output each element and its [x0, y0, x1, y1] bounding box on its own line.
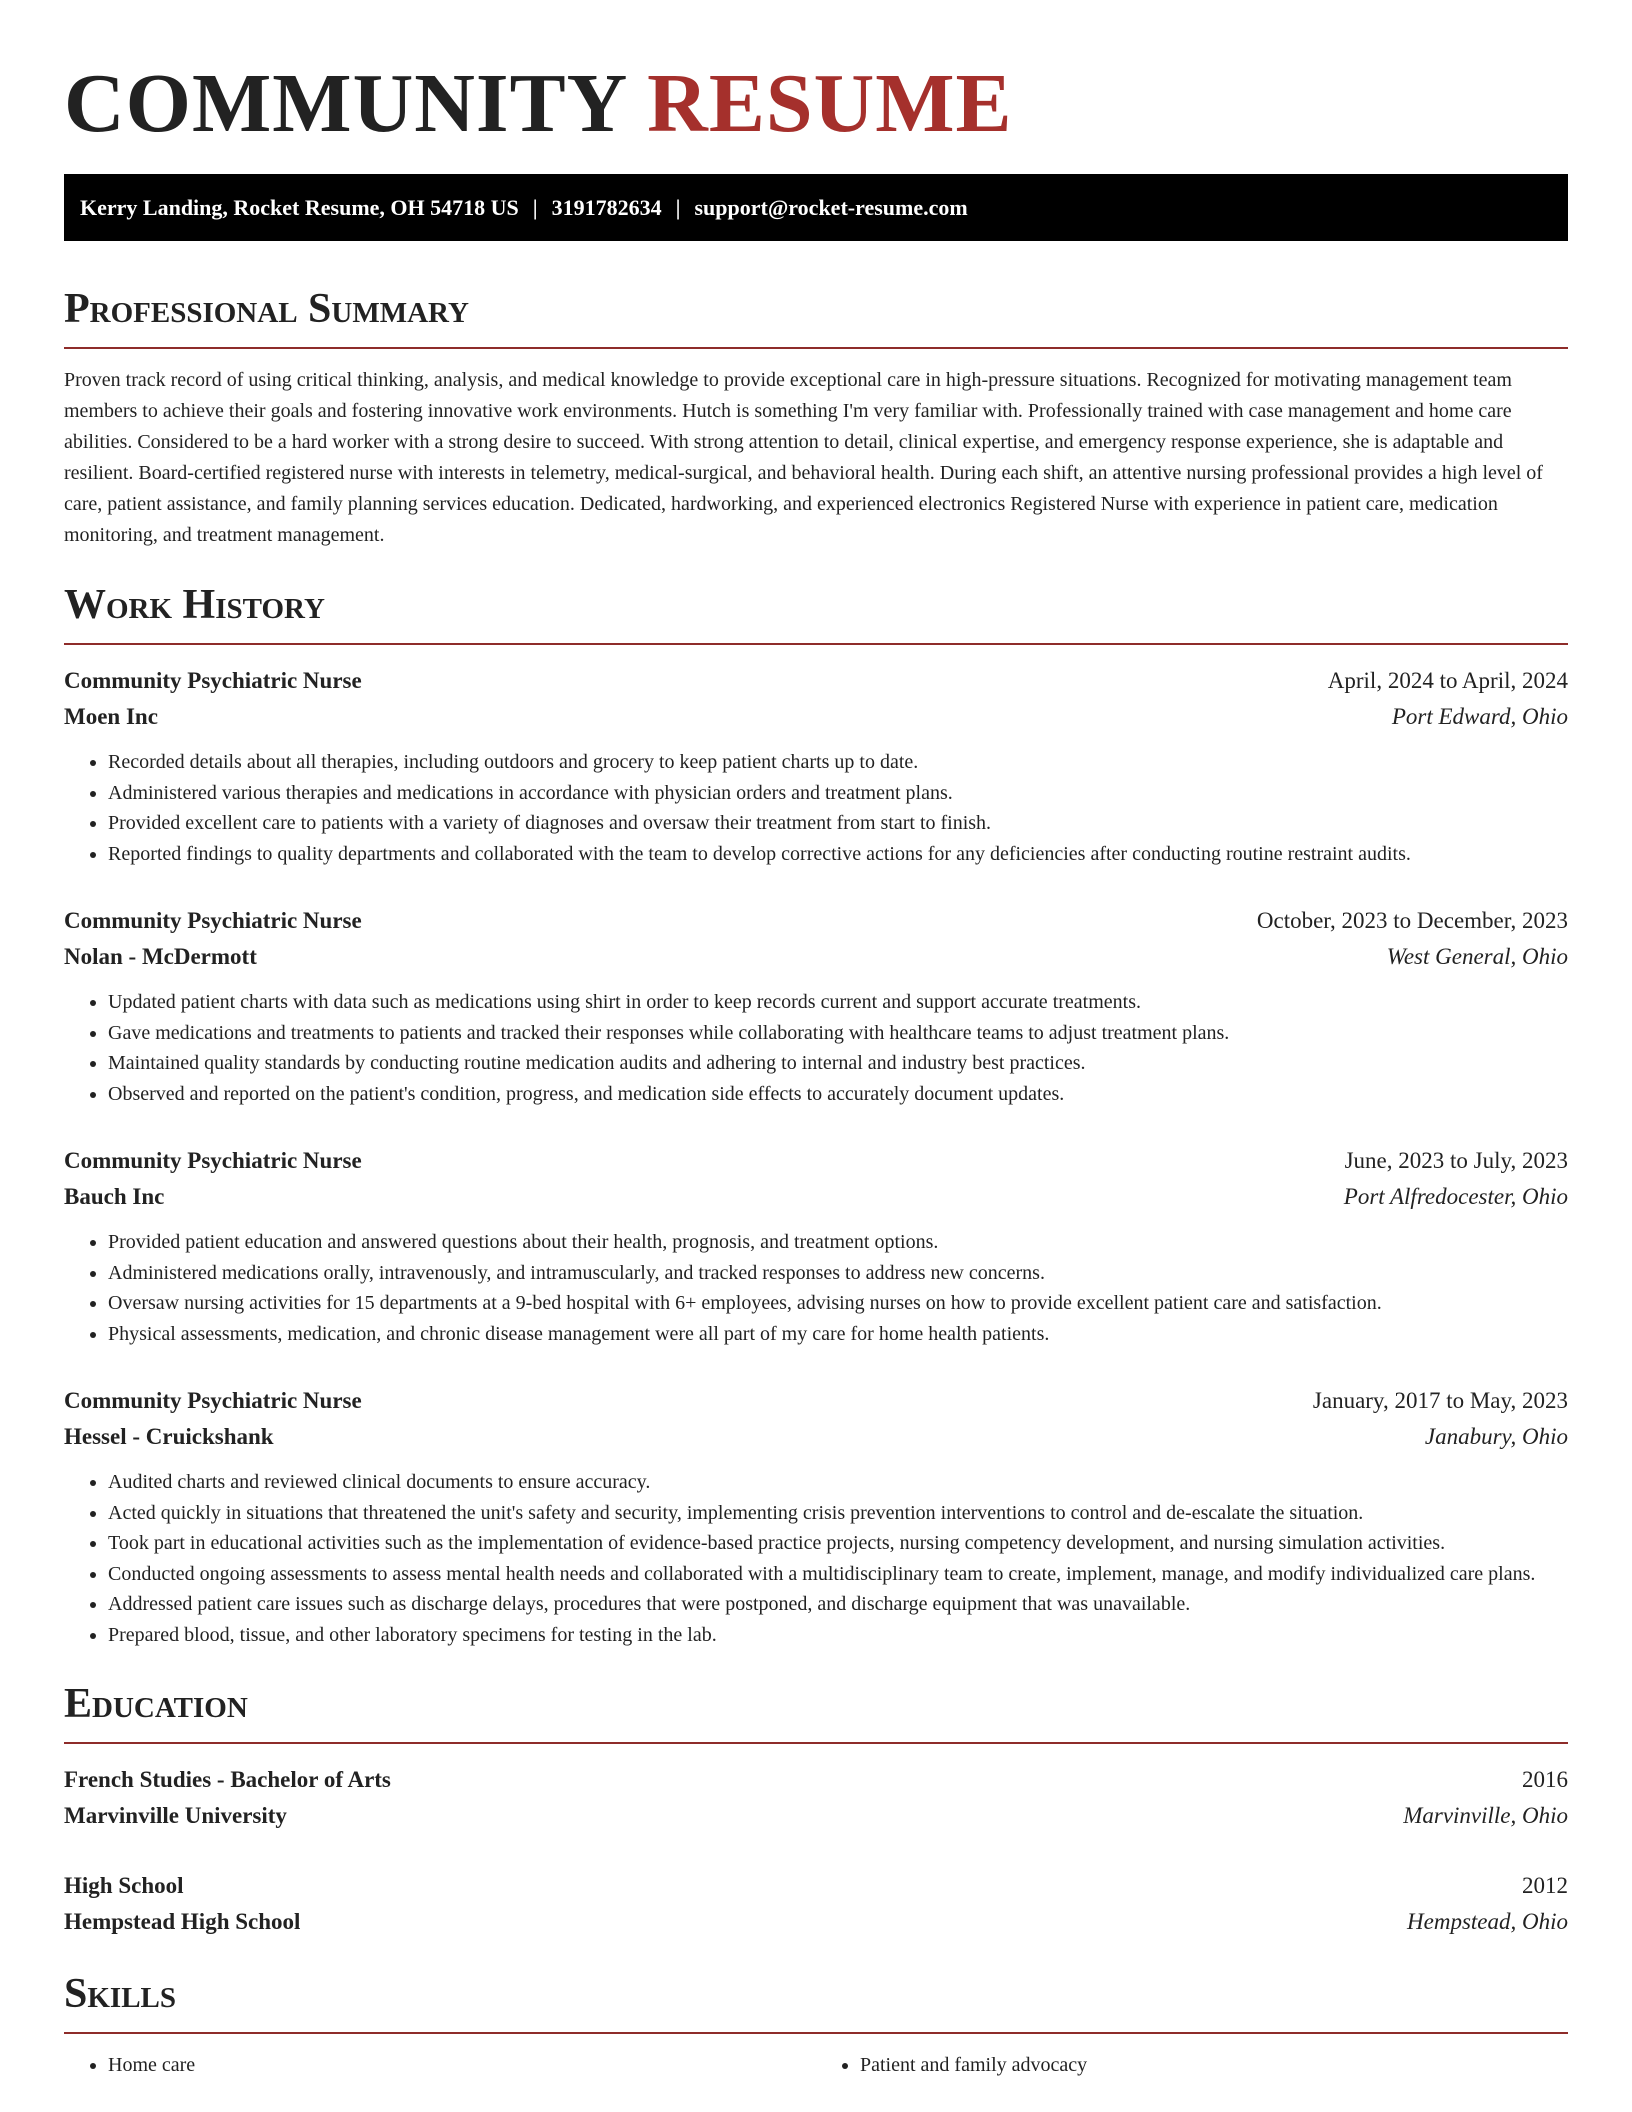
section-heading-education: Education: [64, 1681, 248, 1727]
education-degree: French Studies - Bachelor of Arts: [64, 1767, 391, 1792]
job-company: Nolan - McDermott: [64, 944, 257, 969]
job-entry: [64, 1143, 1568, 1349]
job-bullet: • Administered medications orally, intravenously, and intramuscularly, and tracked responses to address new concerns.: [108, 1258, 1568, 1289]
last-name: RESUME: [647, 57, 1013, 150]
job-bullet: • Oversaw nursing activities for 15 departments at a 9-bed hospital with 6+ employees, advising nurses on how to provide excellent patient care and satisfaction.: [108, 1288, 1568, 1319]
job-bullets: [64, 1467, 1568, 1650]
job-bullets: [64, 987, 1568, 1109]
job-title: Community Psychiatric Nurse: [64, 1148, 362, 1173]
job-bullet: • Took part in educational activities such as the implementation of evidence-based practice projects, nursing competency development, and nursing simulation activities.: [108, 1528, 1568, 1559]
education-year: 2012: [1522, 1873, 1568, 1898]
first-name: COMMUNITY: [64, 57, 626, 150]
skills-right-column: [816, 2050, 1568, 2081]
resume-name: [64, 0, 1568, 150]
job-bullet: • Provided excellent care to patients with a variety of diagnoses and oversaw their treatment from start to finish.: [108, 808, 1568, 839]
summary-section: [64, 283, 1568, 551]
section-heading-summary: Professional Summary: [64, 286, 469, 332]
section-heading-skills: Skills: [64, 1971, 177, 2017]
section-divider: [64, 2032, 1568, 2034]
job-title: Community Psychiatric Nurse: [64, 908, 362, 933]
job-title: Community Psychiatric Nurse: [64, 1388, 362, 1413]
job-dates: October, 2023 to December, 2023: [1256, 908, 1568, 933]
section-divider: [64, 347, 1568, 349]
job-company: Moen Inc: [64, 704, 158, 729]
job-bullet: • Updated patient charts with data such as medications using shirt in order to keep records current and support accurate treatments.: [108, 987, 1568, 1018]
contact-email: support@rocket-resume.com: [694, 195, 968, 220]
job-bullet: • Conducted ongoing assessments to assess mental health needs and collaborated with a multidisciplinary team to create, implement, manage, and modify individualized care plans.: [108, 1559, 1568, 1590]
skills-section: [64, 1968, 1568, 2081]
work-history-section: [64, 579, 1568, 1650]
education-entry: [64, 1868, 1568, 1940]
job-bullet: • Provided patient education and answered questions about their health, prognosis, and treatment options.: [108, 1227, 1568, 1258]
job-location: West General, Ohio: [1386, 944, 1568, 969]
skill-item: • Patient and family advocacy: [860, 2050, 1568, 2081]
job-bullets: [64, 747, 1568, 869]
job-bullets: [64, 1227, 1568, 1349]
job-bullet: • Maintained quality standards by conducting routine medication audits and adhering to internal and industry best practices.: [108, 1048, 1568, 1079]
job-company: Hessel - Cruickshank: [64, 1424, 274, 1449]
education-degree: High School: [64, 1873, 184, 1898]
job-bullet: • Gave medications and treatments to patients and tracked their responses while collaborating with healthcare teams to adjust treatment plans.: [108, 1018, 1568, 1049]
contact-separator: |: [675, 195, 681, 220]
job-entry: [64, 903, 1568, 1109]
education-section: [64, 1678, 1568, 1940]
job-dates: June, 2023 to July, 2023: [1344, 1148, 1568, 1173]
education-school: Marvinville University: [64, 1803, 287, 1828]
education-location: Hempstead, Ohio: [1407, 1909, 1568, 1934]
job-dates: January, 2017 to May, 2023: [1312, 1388, 1568, 1413]
job-dates: April, 2024 to April, 2024: [1327, 668, 1568, 693]
education-school: Hempstead High School: [64, 1909, 301, 1934]
job-bullet: • Observed and reported on the patient's condition, progress, and medication side effects to accurately document updates.: [108, 1079, 1568, 1110]
section-heading-work-history: Work History: [64, 582, 325, 628]
contact-bar: [64, 174, 1568, 241]
education-location: Marvinville, Ohio: [1403, 1803, 1568, 1828]
job-bullet: • Audited charts and reviewed clinical documents to ensure accuracy.: [108, 1467, 1568, 1498]
section-divider: [64, 643, 1568, 645]
skills-columns: [64, 2050, 1568, 2081]
skill-item: • Home care: [108, 2050, 816, 2081]
job-entry: [64, 663, 1568, 869]
job-bullet: • Acted quickly in situations that threatened the unit's safety and security, implementing crisis prevention interventions to control and de-escalate the situation.: [108, 1498, 1568, 1529]
summary-text: Proven track record of using critical thinking, analysis, and medical knowledge to provide exceptional care in high-pressure situations. Recognized for motivating management team members to achieve their goals and fostering innovative work environments. Hutch is something I'm very familiar with. Professionally trained with case management and home care abilities. Considered to be a hard worker with a strong desire to succeed. With strong attention to detail, clinical expertise, and emergency response experience, she is adaptable and resilient. Board-certified registered nurse with interests in telemetry, medical-surgical, and behavioral health. During each shift, an attentive nursing professional provides a high level of care, patient assistance, and family planning services education. Dedicated, hardworking, and experienced electronics Registered Nurse with experience in patient care, medication monitoring, and treatment management.: [64, 369, 1543, 546]
job-bullet: • Addressed patient care issues such as discharge delays, procedures that were postponed, and discharge equipment that was unavailable.: [108, 1589, 1568, 1620]
job-location: Janabury, Ohio: [1424, 1424, 1568, 1449]
job-bullet: • Prepared blood, tissue, and other laboratory specimens for testing in the lab.: [108, 1620, 1568, 1651]
section-divider: [64, 1742, 1568, 1744]
job-entry: [64, 1383, 1568, 1650]
contact-phone: 3191782634: [551, 195, 662, 220]
contact-address: Kerry Landing, Rocket Resume, OH 54718 US: [80, 195, 519, 220]
job-bullet: • Physical assessments, medication, and chronic disease management were all part of my care for home health patients.: [108, 1319, 1568, 1350]
job-bullet: • Reported findings to quality departments and collaborated with the team to develop corrective actions for any deficiencies after conducting routine restraint audits.: [108, 839, 1568, 870]
education-year: 2016: [1522, 1767, 1568, 1792]
education-entry: [64, 1762, 1568, 1834]
job-bullet: • Recorded details about all therapies, including outdoors and grocery to keep patient charts up to date.: [108, 747, 1568, 778]
job-title: Community Psychiatric Nurse: [64, 668, 362, 693]
contact-separator: |: [532, 195, 538, 220]
job-location: Port Alfredocester, Ohio: [1343, 1184, 1568, 1209]
job-location: Port Edward, Ohio: [1391, 704, 1568, 729]
skills-left-column: [64, 2050, 816, 2081]
job-company: Bauch Inc: [64, 1184, 165, 1209]
job-bullet: • Administered various therapies and medications in accordance with physician orders and treatment plans.: [108, 778, 1568, 809]
